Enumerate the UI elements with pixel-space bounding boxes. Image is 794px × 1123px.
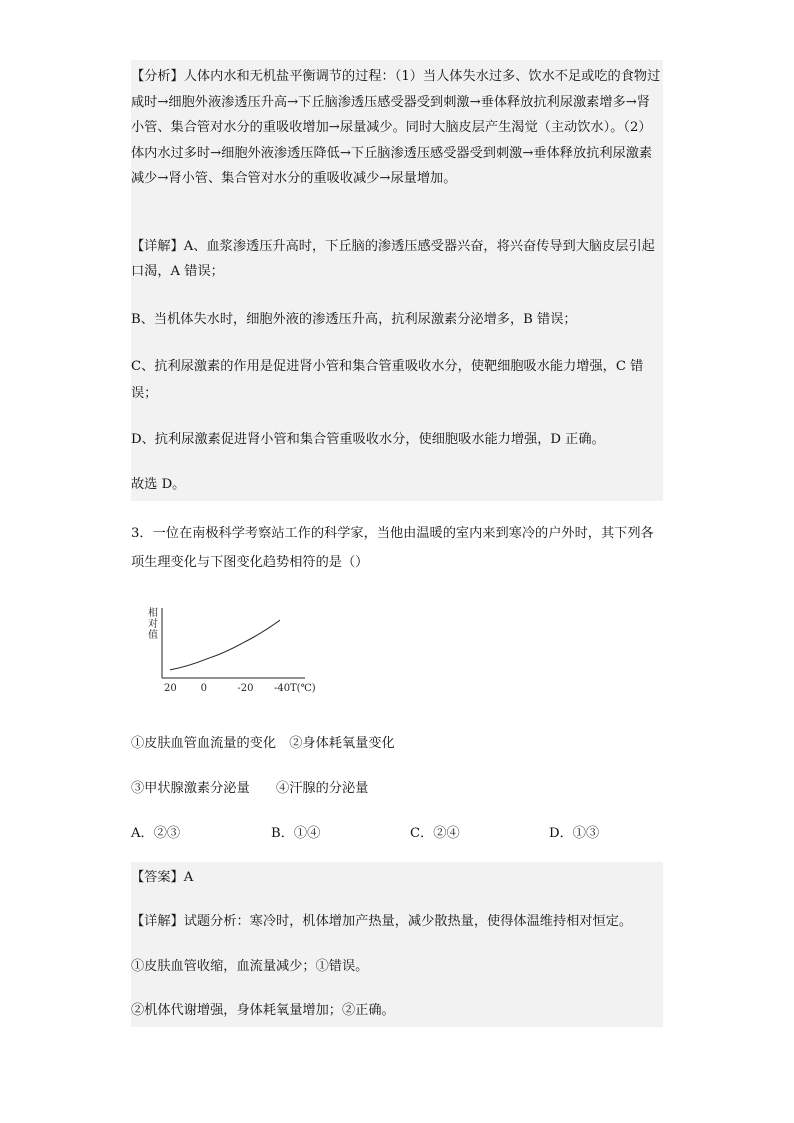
detail2-line2: ①皮肤血管收缩，血流量减少；①错误。	[131, 959, 369, 974]
question3-stem: 3．一位在南极科学考察站工作的科学家，当他由温暖的室内来到寒冷的户外时，其下列各项生理变化与下图变化趋势相符的是（）	[131, 526, 654, 570]
chart-x-tick-label: -20	[237, 683, 254, 694]
option-c: C．②④	[410, 826, 460, 841]
answer-line	[131, 867, 663, 889]
detail1-conclusion: 故选 D。	[131, 477, 186, 492]
question3-items-line1: ①皮肤血管血流量的变化 ②身体耗氧量变化	[131, 736, 395, 751]
analysis-paragraph	[131, 64, 663, 192]
chart-x-tick-label: 0	[200, 683, 208, 694]
detail1-b: B、当机体失水时，细胞外液的渗透压升高，抗利尿激素分泌增多，B 错误；	[131, 312, 577, 327]
trend-chart-svg	[140, 600, 330, 700]
detail2-line3: ②机体代谢增强，身体耗氧量增加；②正确。	[131, 1003, 395, 1018]
option-a: A．②③	[131, 826, 181, 841]
detail2-line1-text: 试题分析：寒冷时，机体增加产热量，减少散热量，使得体温维持相对恒定。	[183, 914, 633, 929]
answer-label: 【答案】	[131, 870, 184, 885]
chart-ylabel: 相对值	[148, 608, 158, 641]
analysis-text: 人体内水和无机盐平衡调节的过程：（1）当人体失水过多、饮水不足或吃的食物过咸时→细胞外液渗透压升高→下丘脑渗透压感受器受到刺激→垂体释放抗利尿激素增多→肾小管、集合管对水分的重吸收增加→尿量减少。同时大脑皮层产生渴觉（主动饮水）。（2）体内水过多时→细胞外液渗透压降低→下丘脑渗透压感受器受到刺激→垂体释放抗利尿激素减少→肾小管、集合管对水分的重吸收减少→尿量增加。	[131, 69, 661, 186]
detail1-a	[131, 234, 663, 284]
detail1-a-text: A、血浆渗透压升高时，下丘脑的渗透压感受器兴奋，将兴奋传导到大脑皮层引起口渴，A 错误；	[131, 239, 655, 279]
chart-x-tick-label: -40	[274, 683, 291, 694]
trend-chart	[140, 600, 330, 700]
chart-xlabel: T(℃)	[290, 683, 316, 694]
detail1-label: 【详解】	[131, 239, 184, 254]
question3-items-line2: ③甲状腺激素分泌量 ④汗腺的分泌量	[131, 781, 369, 796]
chart-series-line	[170, 620, 280, 670]
analysis-label: 【分析】	[131, 69, 184, 84]
option-d: D．①③	[549, 826, 600, 841]
detail2-label: 【详解】	[131, 914, 184, 929]
detail1-c: C、抗利尿激素的作用是促进肾小管和集合管重吸收水分，使靶细胞吸水能力增强，C 错误；	[131, 359, 644, 401]
answer-value: A	[183, 870, 194, 885]
chart-x-tick-label: 20	[164, 683, 177, 694]
detail2-line1	[131, 911, 663, 933]
detail1-d: D、抗利尿激素促进肾小管和集合管重吸收水分，使细胞吸水能力增强，D 正确。	[131, 432, 605, 447]
option-b: B．①④	[271, 826, 321, 841]
